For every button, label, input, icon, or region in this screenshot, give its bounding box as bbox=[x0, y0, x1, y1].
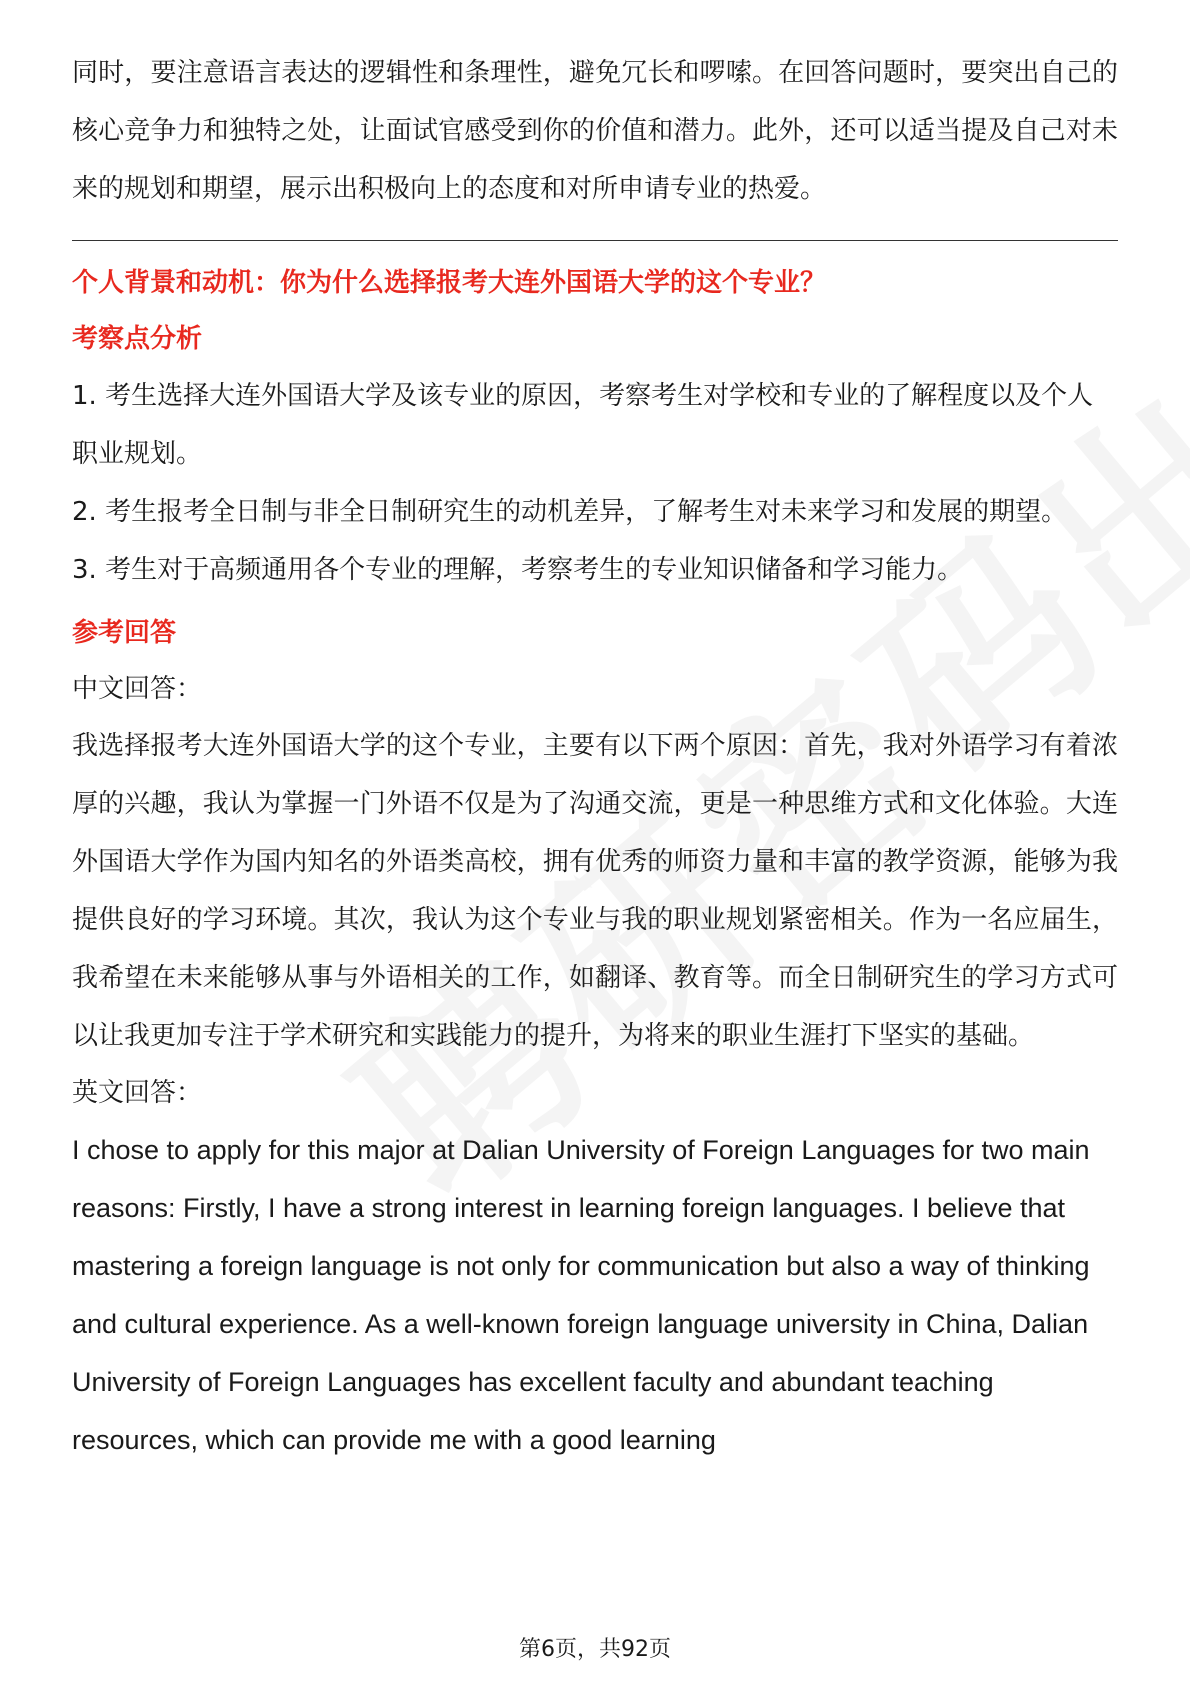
chinese-answer-label: 中文回答： bbox=[72, 674, 203, 704]
analysis-item-3: 3. 考生对于高频通用各个专业的理解，考察考生的专业知识储备和学习能力。 bbox=[72, 555, 964, 585]
reference-heading: 参考回答 bbox=[72, 618, 177, 648]
analysis-item-2: 2. 考生报考全日制与非全日制研究生的动机差异，了解考生对未来学习和发展的期望。 bbox=[72, 497, 1068, 527]
chinese-answer: 我选择报考大连外国语大学的这个专业，主要有以下两个原因：首先，我对外语学习有着浓厚的兴趣，我认为掌握一门外语不仅是为了沟通交流，更是一种思维方式和文化体验。大连外国语大学作为国内知名的外语类高校，拥有优秀的师资力量和丰富的教学资源，能够为我提供良好的学习环境。其次，我认为这个专业与我的职业规划紧密相关。作为一名应届生，我希望在未来能够从事与外语相关的工作，如翻译、教育等。而全日制研究生的学习方式可以让我更加专注于学术研究和实践能力的提升，为将来的职业生涯打下坚实的基础。 bbox=[72, 731, 1118, 1051]
analysis-heading: 考察点分析 bbox=[72, 324, 203, 354]
page-footer: 第6页，共92页 bbox=[519, 1637, 671, 1662]
question-title: 个人背景和动机：你为什么选择报考大连外国语大学的这个专业？ bbox=[72, 268, 827, 298]
intro-paragraph: 同时，要注意语言表达的逻辑性和条理性，避免冗长和啰嗦。在回答问题时，要突出自己的核心竞争力和独特之处，让面试官感受到你的价值和潜力。此外，还可以适当提及自己对未来的规划和期望，展示出积极向上的态度和对所申请专业的热爱。 bbox=[72, 58, 1118, 204]
document-page bbox=[72, 44, 1118, 1469]
english-answer: I chose to apply for this major at Dalian University of Foreign Languages for two main reasons: Firstly, I have a strong interest in learning foreign languages. I believe that mastering a foreign language is not only for communication but also a way of thinking and cultural experience. As a well-known foreign language university in China, Dalian University of Foreign Languages has excellent faculty and abundant teaching resources, which can provide me with a good learning bbox=[72, 1135, 1090, 1455]
english-answer-label: 英文回答： bbox=[72, 1078, 203, 1108]
section-divider bbox=[72, 240, 1118, 241]
analysis-item-1: 1. 考生选择大连外国语大学及该专业的原因，考察考生对学校和专业的了解程度以及个人职业规划。 bbox=[72, 381, 1094, 469]
